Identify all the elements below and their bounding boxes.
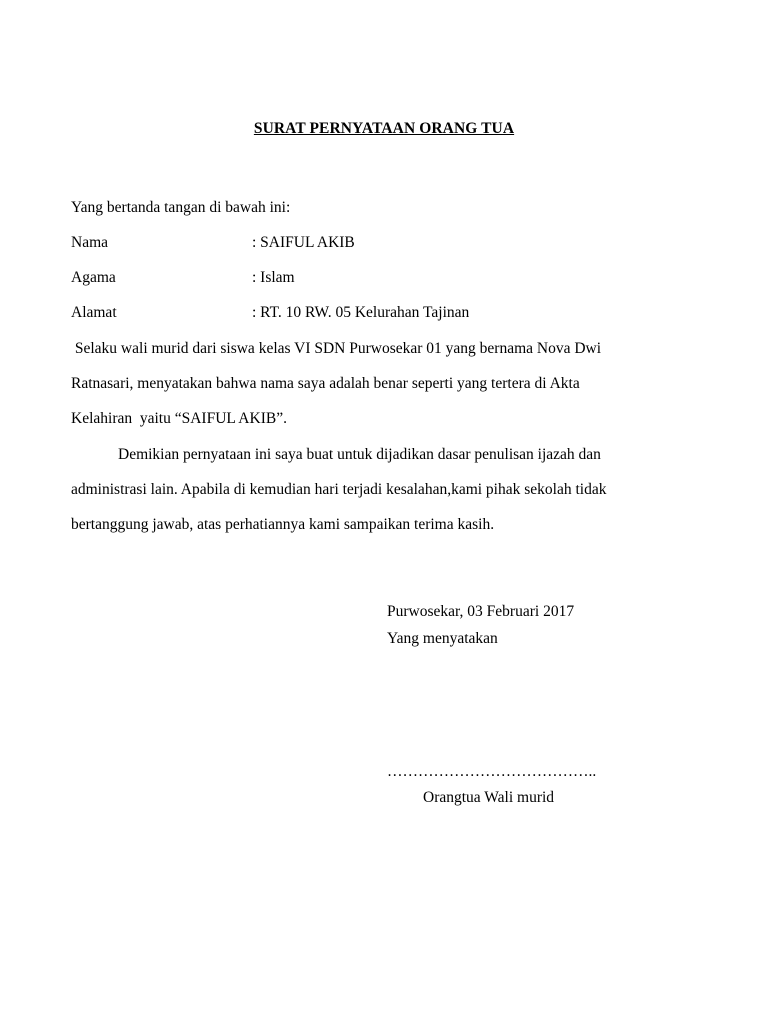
paragraph1-line2: Ratnasari, menyatakan bahwa nama saya adalah benar seperti yang tertera di Akta bbox=[71, 375, 580, 392]
paragraph1-line3: Kelahiran yaitu “SAIFUL AKIB”. bbox=[71, 410, 287, 427]
field-label-nama: Nama bbox=[71, 234, 109, 251]
signature-dots: ………………………………….. bbox=[387, 763, 597, 780]
intro-text: Yang bertanda tangan di bawah ini: bbox=[71, 199, 291, 216]
signature-role: Orangtua Wali murid bbox=[423, 789, 555, 806]
paragraph2-line3: bertanggung jawab, atas perhatiannya kami sampaikan terima kasih. bbox=[71, 516, 495, 533]
paragraph1-line1: Selaku wali murid dari siswa kelas VI SDN Purwosekar 01 yang bernama Nova Dwi bbox=[71, 340, 602, 357]
signature-place-date: Purwosekar, 03 Februari 2017 bbox=[387, 603, 575, 620]
signature-declarer: Yang menyatakan bbox=[387, 630, 498, 647]
document-title: SURAT PERNYATAAN ORANG TUA bbox=[253, 120, 515, 137]
field-label-alamat: Alamat bbox=[71, 304, 117, 321]
paragraph2-line2: administrasi lain. Apabila di kemudian hari terjadi kesalahan,kami pihak sekolah tidak bbox=[71, 481, 607, 498]
field-label-agama: Agama bbox=[71, 269, 116, 286]
paragraph2-line1: Demikian pernyataan ini saya buat untuk dijadikan dasar penulisan ijazah dan bbox=[118, 446, 601, 463]
field-value-alamat: : RT. 10 RW. 05 Kelurahan Tajinan bbox=[252, 304, 470, 321]
field-value-nama: : SAIFUL AKIB bbox=[252, 234, 355, 251]
field-value-agama: : Islam bbox=[252, 269, 295, 286]
